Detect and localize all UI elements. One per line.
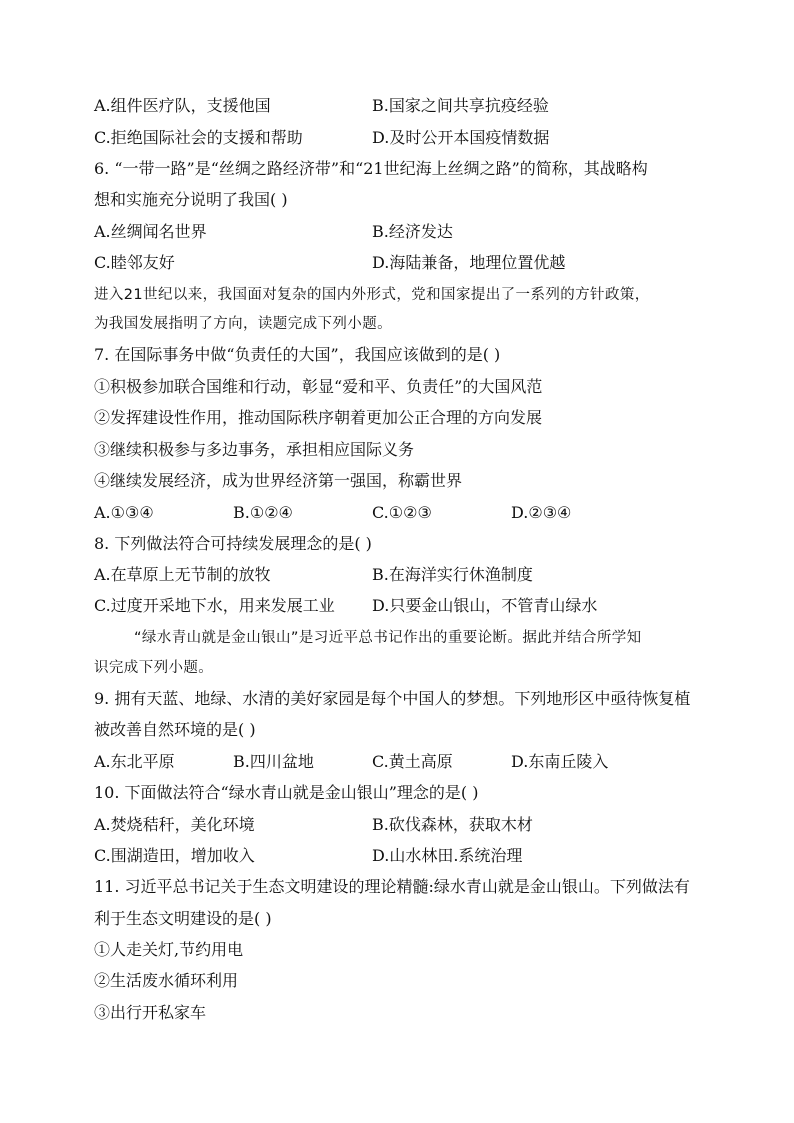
q7-statement-1: ①积极参加联合国维和行动，彰显“爱和平、负责任”的大国风范 xyxy=(94,377,543,396)
q7-option-a: A.①③④ xyxy=(94,503,154,522)
material2-line1: “绿水青山就是金山银山”是习近平总书记作出的重要论断。据此并结合所学知 xyxy=(134,630,642,646)
q9-stem-line2: 被改善自然环境的是( ) xyxy=(94,720,256,739)
q6-stem-line2: 想和实施充分说明了我国( ) xyxy=(94,190,288,209)
q7-statement-2: ②发挥建设性作用，推动国际秩序朝着更加公正合理的方向发展 xyxy=(94,408,543,427)
q5-option-a: A.组件医疗队，支援他国 xyxy=(94,96,271,115)
q10-option-a: A.焚烧秸秆，美化环境 xyxy=(94,815,255,834)
q6-stem-line1: 6. “一带一路”是“丝绸之路经济带”和“21世纪海上丝绸之路”的简称，其战略构 xyxy=(94,159,648,178)
q8-option-a: A.在草原上无节制的放牧 xyxy=(94,565,271,584)
q6-option-b: B.经济发达 xyxy=(372,222,453,241)
q11-statement-1: ①人走关灯,节约用电 xyxy=(94,940,244,959)
material1-line1: 进入21世纪以来，我国面对复杂的国内外形式，党和国家提出了一系列的方针政策， xyxy=(94,287,650,303)
q8-option-b: B.在海洋实行休渔制度 xyxy=(372,565,533,584)
q8-options-row1 xyxy=(94,565,714,585)
q11-statement-2: ②生活废水循环利用 xyxy=(94,971,239,990)
q5-option-c: C.拒绝国际社会的支援和帮助 xyxy=(94,128,303,147)
material2-line2: 识完成下列小题。 xyxy=(94,660,214,676)
q10-option-c: C.围湖造田，增加收入 xyxy=(94,846,255,865)
q5-option-d: D.及时公开本国疫情数据 xyxy=(372,128,550,147)
q7-options-row xyxy=(94,503,714,523)
q7-option-c: C.①②③ xyxy=(372,503,432,522)
q6-options-row1 xyxy=(94,222,714,242)
q5-options-row2 xyxy=(94,128,714,148)
q7-statement-3: ③继续积极参与多边事务，承担相应国际义务 xyxy=(94,440,415,459)
q8-option-d: D.只要金山银山，不管青山绿水 xyxy=(372,596,598,615)
q11-statement-3: ③出行开私家车 xyxy=(94,1003,207,1022)
q8-option-c: C.过度开采地下水，用来发展工业 xyxy=(94,596,335,615)
q7-statement-4: ④继续发展经济，成为世界经济第一强国，称霸世界 xyxy=(94,471,463,490)
q9-option-d: D.东南丘陵入 xyxy=(511,752,609,771)
q6-option-d: D.海陆兼备，地理位置优越 xyxy=(372,253,566,272)
q11-stem-line2: 利于生态文明建设的是( ) xyxy=(94,909,272,928)
q5-option-b: B.国家之间共享抗疫经验 xyxy=(372,96,549,115)
q6-options-row2 xyxy=(94,253,714,273)
q10-option-b: B.砍伐森林，获取木材 xyxy=(372,815,533,834)
q7-option-b: B.①②④ xyxy=(233,503,293,522)
q8-options-row2 xyxy=(94,596,714,616)
q5-options-row1 xyxy=(94,96,714,116)
q8-stem: 8. 下列做法符合可持续发展理念的是( ) xyxy=(94,534,372,553)
q9-option-c: C.黄土高原 xyxy=(372,752,453,771)
q9-option-a: A.东北平原 xyxy=(94,752,175,771)
q9-options-row xyxy=(94,752,714,772)
q10-option-d: D.山水林田.系统治理 xyxy=(372,846,523,865)
q11-stem-line1: 11. 习近平总书记关于生态文明建设的理论精髓:绿水青山就是金山银山。下列做法有 xyxy=(94,877,690,896)
material1-line2: 为我国发展指明了方向，读题完成下列小题。 xyxy=(94,316,392,332)
q6-option-c: C.睦邻友好 xyxy=(94,253,175,272)
q10-options-row2 xyxy=(94,846,714,866)
q6-option-a: A.丝绸闻名世界 xyxy=(94,222,207,241)
q7-option-d: D.②③④ xyxy=(511,503,572,522)
q10-stem: 10. 下面做法符合“绿水青山就是金山银山”理念的是( ) xyxy=(94,783,479,802)
q9-stem-line1: 9. 拥有天蓝、地绿、水清的美好家园是每个中国人的梦想。下列地形区中亟待恢复植 xyxy=(94,689,691,708)
q9-option-b: B.四川盆地 xyxy=(233,752,314,771)
q10-options-row1 xyxy=(94,815,714,835)
q7-stem: 7. 在国际事务中做“负责任的大国”，我国应该做到的是( ) xyxy=(94,345,501,364)
